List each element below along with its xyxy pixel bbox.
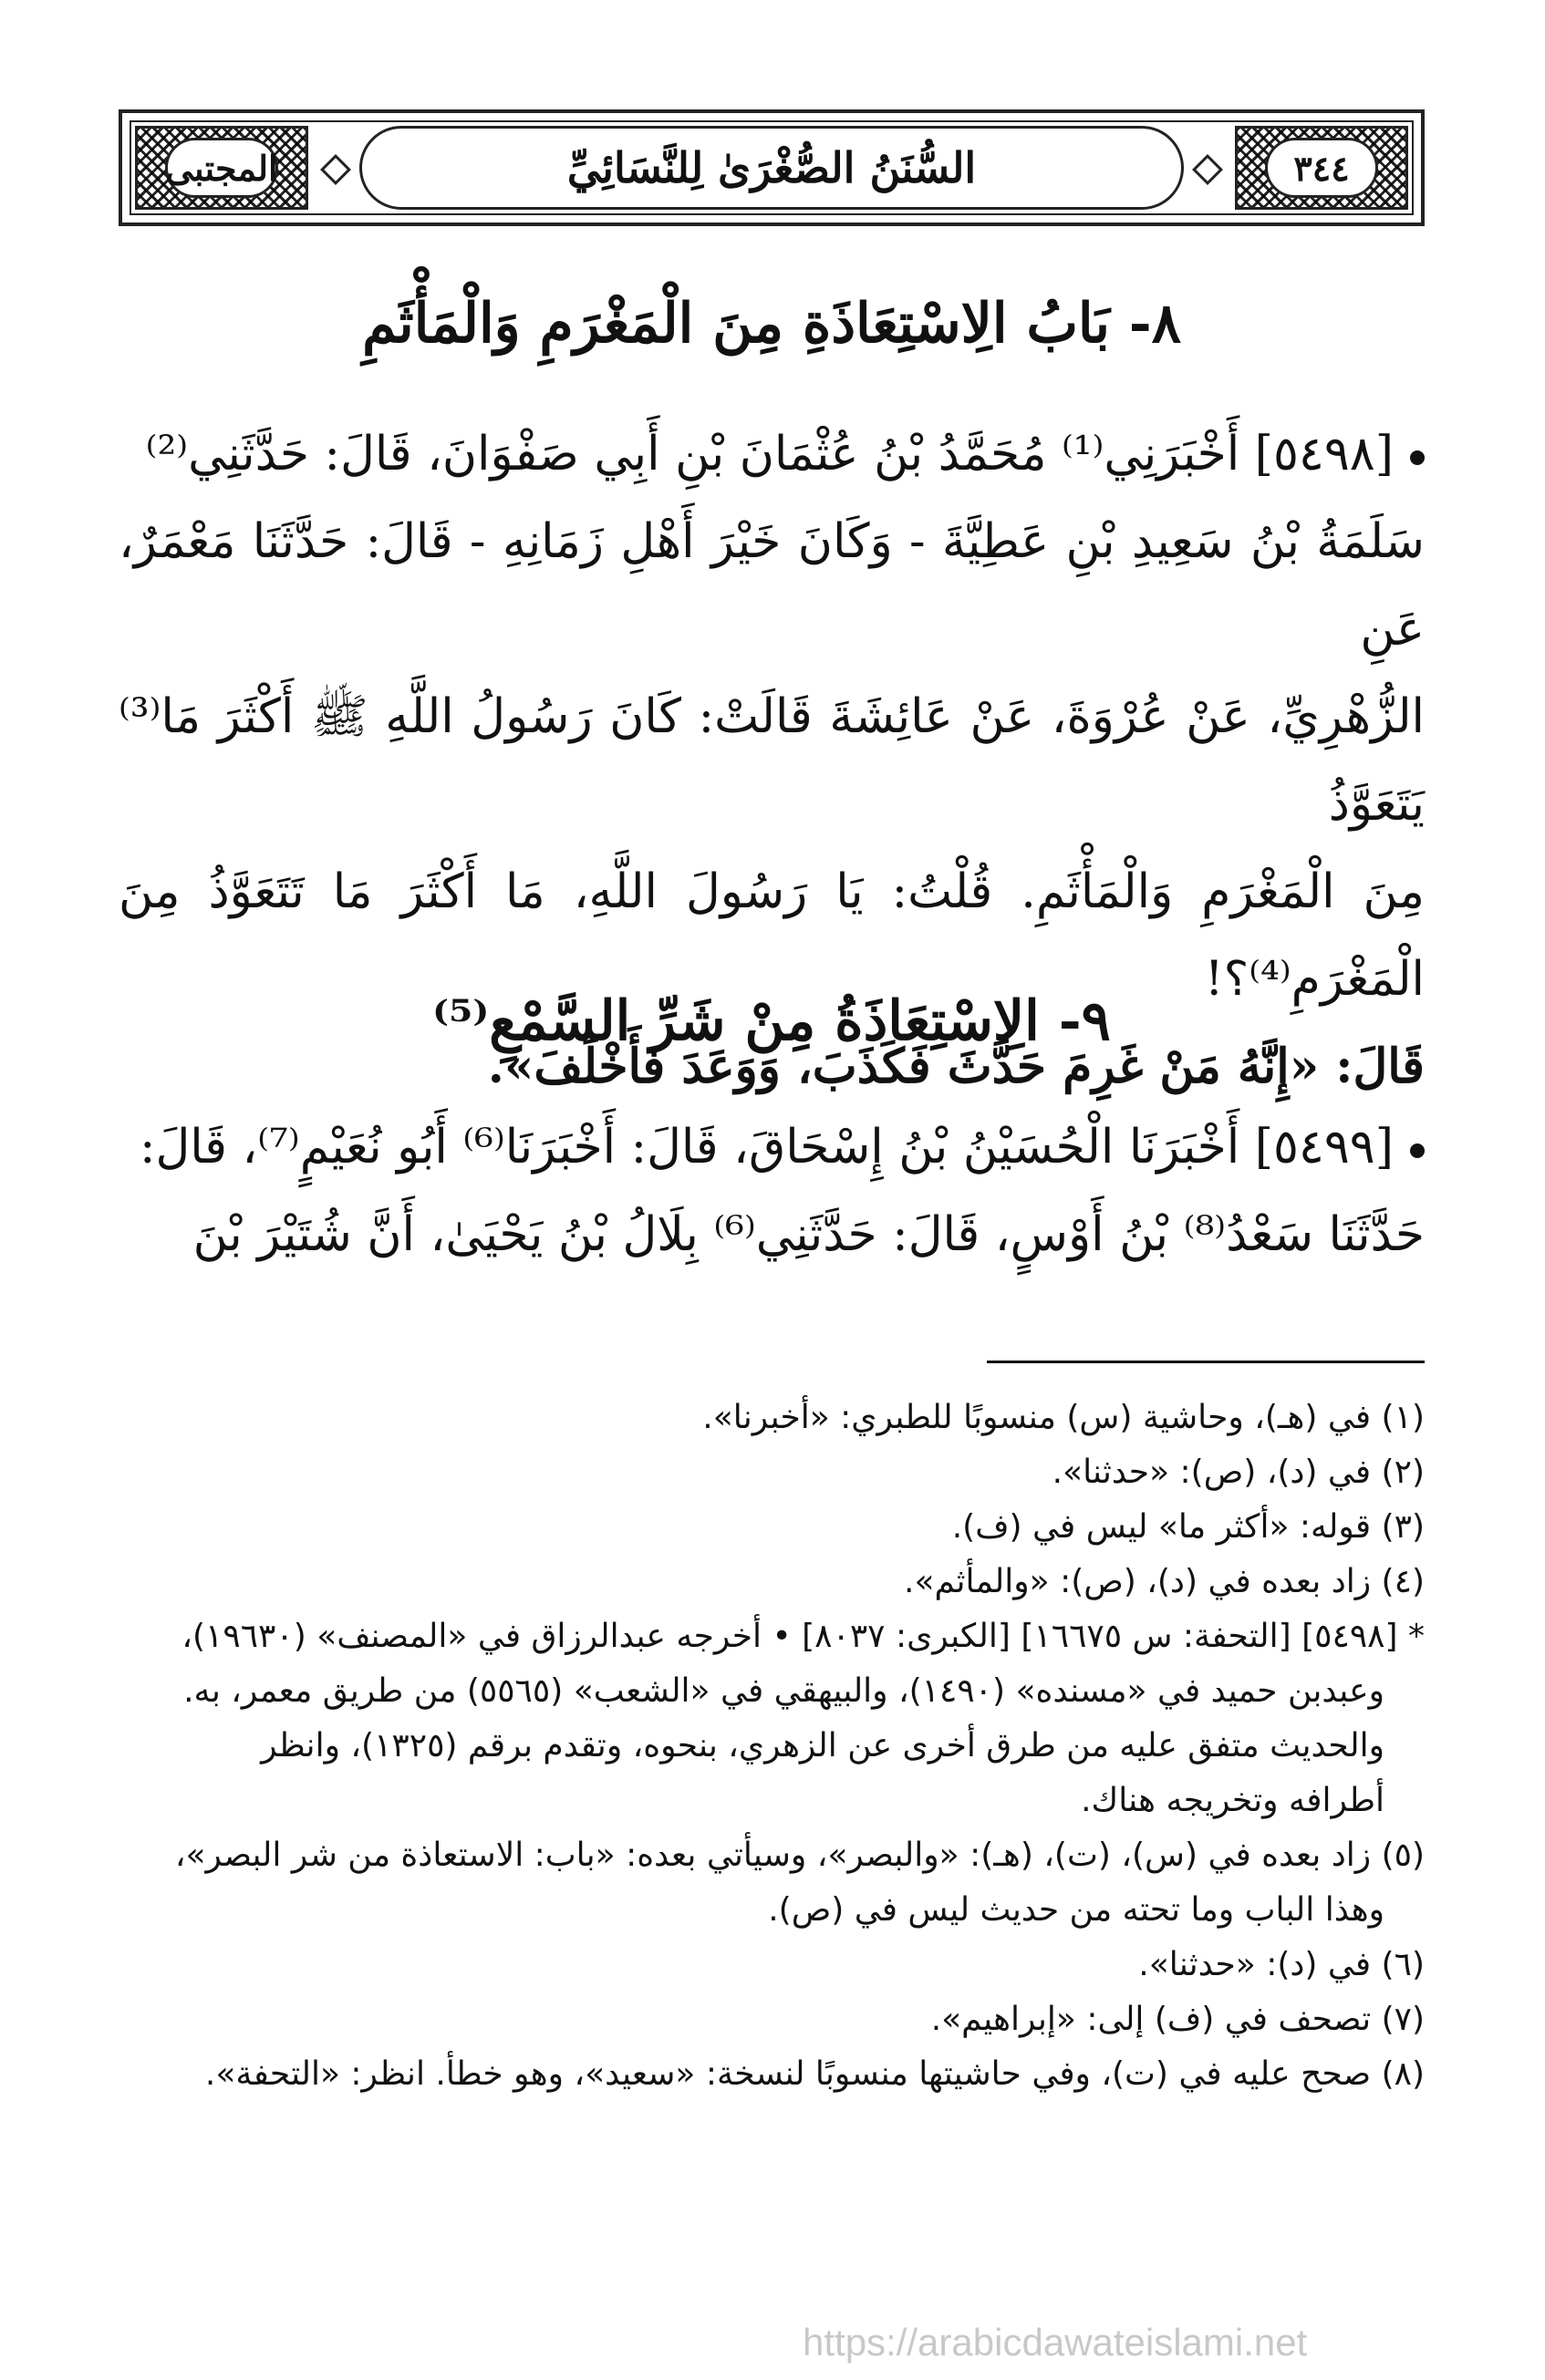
footnote: (٤) زاد بعده في (د)، (ص): «والمأثم». — [904, 1563, 1425, 1600]
running-title: السُّنَنُ الصُّغْرَىٰ لِلنَّسَائِيِّ — [359, 126, 1184, 210]
page-header — [119, 109, 1425, 226]
takhrij-line: أطرافه وتخريجه هناك. — [1081, 1782, 1384, 1819]
hadith-line: مِنَ الْمَغْرَمِ وَالْمَأْثَمِ. قُلْتُ: يَا رَسُولَ اللَّهِ، مَا أَكْثَرَ مَا تَتَعَوَّذُ مِنَ الْمَغْرَمِ⁽⁴⁾؟! — [119, 864, 1425, 1007]
hadith-line: [٥٤٩٨] أَخْبَرَنِي⁽¹⁾ مُحَمَّدُ بْنُ عُثْمَانَ بْنِ أَبِي صَفْوَانَ، قَالَ: حَدَّثَنِي⁽²⁾ — [119, 410, 1425, 498]
takhrij-line: والحديث متفق عليه من طرق أخرى عن الزهري، بنحوه، وتقدم برقم (١٣٢٥)، وانظر — [261, 1727, 1384, 1764]
footnote: (٨) صحح عليه في (ت)، وفي حاشيتها منسوبًا لنسخة: «سعيد»، وهو خطأ. انظر: «التحفة». — [204, 2055, 1425, 2093]
watermark-url: https://arabicdawateislami.net — [803, 2321, 1308, 2364]
footnote: (٥) زاد بعده في (س)، (ت)، (هـ): «والبصر»، وسيأتي بعده: «باب: الاستعاذة من شر البصر»، — [174, 1837, 1425, 1874]
footnote: (٦) في (د): «حدثنا». — [1138, 1946, 1425, 1983]
footnote: (٢) في (د)، (ص): «حدثنا». — [1052, 1454, 1425, 1491]
footnote: (٣) قوله: «أكثر ما» ليس في (ف). — [951, 1508, 1425, 1546]
page-number: ٣٤٤ — [1265, 138, 1378, 198]
takhrij-line: * [٥٤٩٨] [التحفة: س ١٦٦٧٥] [الكبرى: ٨٠٣٧] • أخرجه عبدالرزاق في «المصنف» (١٩٦٣٠)، — [181, 1618, 1425, 1655]
footnotes — [119, 1391, 1425, 2102]
footnote: (٧) تصحف في (ف) إلى: «إبراهيم». — [930, 2001, 1425, 2038]
hadith-line: سَلَمَةُ بْنُ سَعِيدِ بْنِ عَطِيَّةَ - وَكَانَ خَيْرَ أَهْلِ زَمَانِهِ - قَالَ: حَدَّثَنَا مَعْمَرٌ، عَنِ — [119, 514, 1425, 657]
hadith-line: قَالَ: «إِنَّهُ مَنْ غَرِمَ حَدَّثَ فَكَذَبَ، وَوَعَدَ فَأَخْلَفَ». — [487, 1039, 1425, 1094]
footnote: (١) في (هـ)، وحاشية (س) منسوبًا للطبري: «أخبرنا». — [702, 1399, 1425, 1436]
hadith-line: الزُّهْرِيِّ، عَنْ عُرْوَةَ، عَنْ عَائِشَةَ قَالَتْ: كَانَ رَسُولُ اللَّهِ ﷺ أَكْثَرَ مَا⁽³⁾ يَتَعَوَّذُ — [119, 689, 1425, 832]
takhrij-line: وعبدبن حميد في «مسنده» (١٤٩٠)، والبيهقي في «الشعب» (٥٥٦٥) من طريق معمر، به. — [183, 1672, 1384, 1710]
bullet-icon — [1410, 1143, 1425, 1158]
chapter-heading: ٩- الِاسْتِعَاذَةُ مِنْ شَرِّ السَّمْعِ⁽⁵⁾ — [432, 989, 1111, 1053]
emblem-text: المجتبى — [165, 138, 278, 198]
bullet-icon — [1410, 450, 1425, 465]
page-number-ornament — [1235, 126, 1408, 210]
emblem-ornament — [135, 126, 308, 210]
hadith-text — [119, 1103, 1425, 1278]
hadith-line: حَدَّثَنَا سَعْدُ⁽⁸⁾ بْنُ أَوْسٍ، قَالَ: حَدَّثَنِي⁽⁶⁾ بِلَالُ بْنُ يَحْيَىٰ، أَنَّ شُتَيْرَ بْنَ — [192, 1207, 1425, 1262]
footnote-divider — [987, 1361, 1425, 1363]
hadith-line: [٥٤٩٩] أَخْبَرَنَا الْحُسَيْنُ بْنُ إِسْحَاقَ، قَالَ: أَخْبَرَنَا⁽⁶⁾ أَبُو نُعَيْمٍ⁽⁷⁾، قَالَ: — [119, 1103, 1425, 1191]
footnote: وهذا الباب وما تحته من حديث ليس في (ص). — [768, 1891, 1384, 1929]
chapter-heading: ٨- بَابُ الِاسْتِعَاذَةِ مِنَ الْمَغْرَمِ وَالْمَأْثَمِ — [362, 292, 1181, 356]
